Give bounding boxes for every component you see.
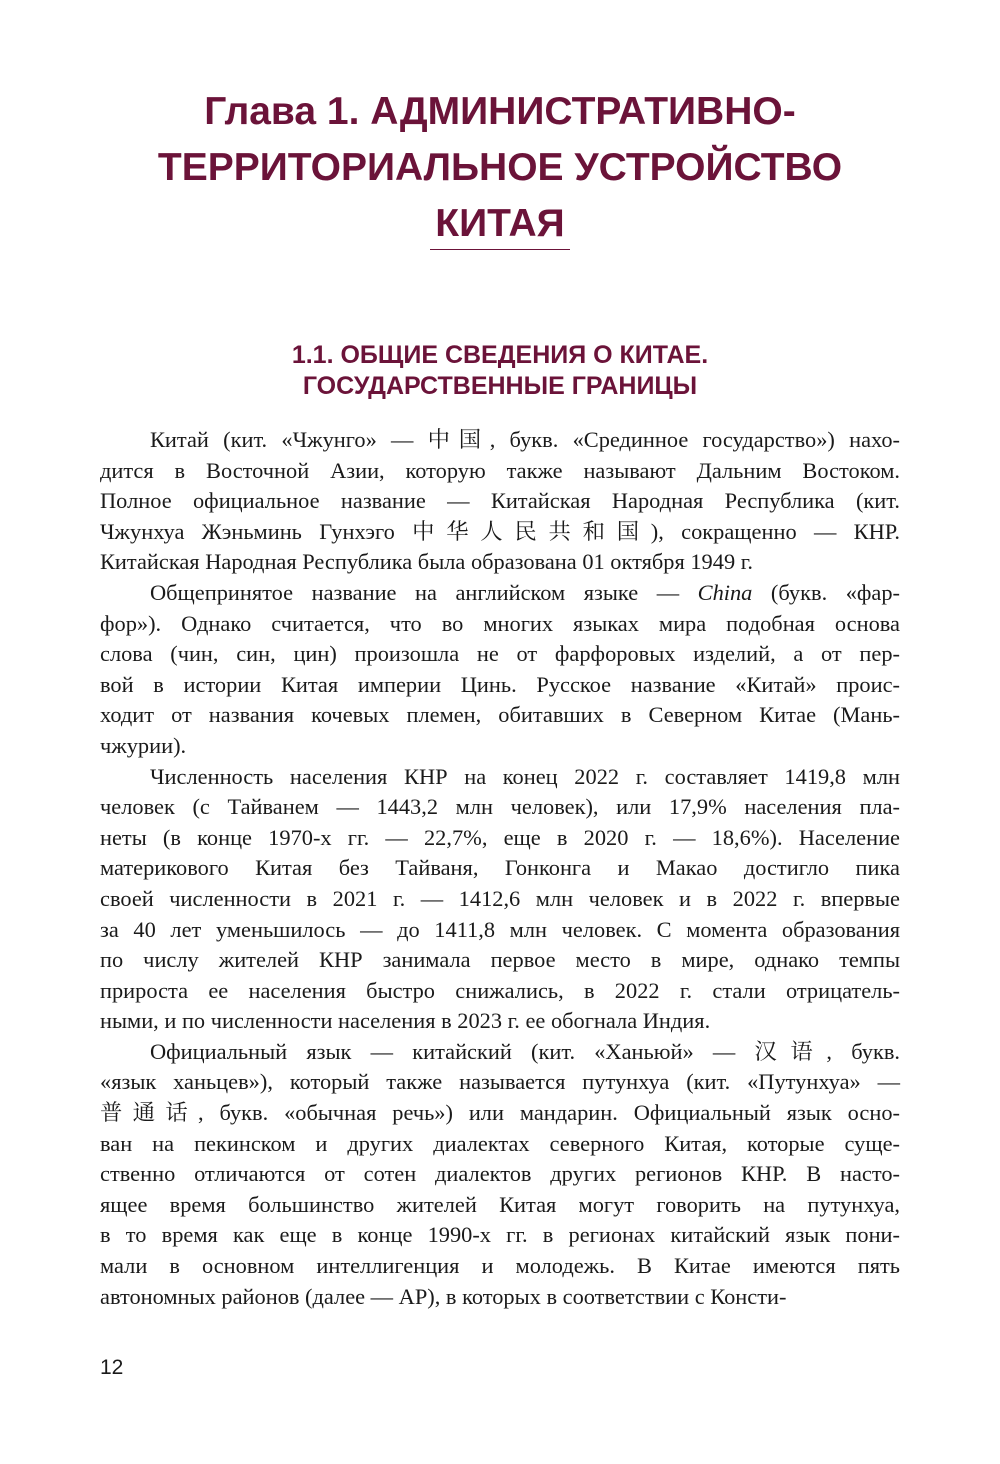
paragraph	[100, 578, 900, 762]
paragraph	[100, 762, 900, 1037]
chapter-title-line-2: ТЕРРИТОРИАЛЬНОЕ УСТРОЙСТВО	[157, 146, 843, 189]
text-line: по числу жителей КНР занимала первое место в мире, однако темпы	[100, 947, 900, 973]
text-line: своей численности в 2021 г. — 1412,6 млн человек и в 2022 г. впервые	[100, 885, 900, 911]
text-line: ходит от названия кочевых племен, обитавших в Северном Китае (Мань-	[100, 702, 900, 728]
text-line: за 40 лет уменьшилось — до 1411,8 млн человек. С момента образования	[100, 916, 900, 942]
chapter-title-line-3: КИТАЯ	[435, 202, 565, 245]
text-line: человек (с Тайванем — 1443,2 млн человек), или 17,9% населения пла-	[100, 794, 900, 820]
text-line: ными, и по численности населения в 2023 г. ее обогнала Индия.	[100, 1008, 711, 1034]
page-number: 12	[100, 1356, 124, 1379]
section-title-line-2: ГОСУДАРСТВЕННЫЕ ГРАНИЦЫ	[302, 372, 698, 400]
section-title-line-1: 1.1. ОБЩИЕ СВЕДЕНИЯ О КИТАЕ.	[291, 341, 709, 369]
text-line: Официальный язык — китайский (кит. «Ханьюй» — 汉语, букв.	[150, 1038, 900, 1064]
text-line: Китай (кит. «Чжунго» — 中国, букв. «Срединное государство») нахо-	[150, 427, 900, 452]
text-line: прироста ее населения быстро снижались, в 2022 г. стали отрицатель-	[100, 977, 900, 1003]
text-line: дится в Восточной Азии, которую также называют Дальним Востоком.	[100, 457, 900, 483]
text-line: Чжунхуа Жэньминь Гунхэго 中华人民共和国), сокращенно — КНР.	[100, 518, 900, 544]
body-text	[100, 425, 900, 1312]
text-line: ящее время большинство жителей Китая могут говорить на путунхуа,	[100, 1191, 900, 1217]
italic-term: China	[697, 579, 753, 605]
text-line: 普通话, букв. «обычная речь») или мандарин. Официальный язык осно-	[100, 1100, 900, 1126]
section-title	[100, 340, 900, 402]
text-line: Общепринятое название на английском языке — China (букв. «фар-	[150, 579, 900, 605]
text-line: мали в основном интеллигенция и молодежь. В Китае имеются пять	[100, 1253, 900, 1279]
text-line: в то время как еще в конце 1990-х гг. в регионах китайский язык пони-	[100, 1222, 900, 1248]
text-line: вой в истории Китая империи Цинь. Русское название «Китай» проис-	[100, 671, 900, 697]
text-line: Полное официальное название — Китайская Народная Республика (кит.	[100, 488, 900, 514]
text-line: ван на пекинском и других диалектах северного Китая, которые суще-	[100, 1130, 900, 1156]
text-line: чжурии).	[100, 732, 187, 758]
text-line: неты (в конце 1970-х гг. — 22,7%, еще в 2020 г. — 18,6%). Население	[100, 824, 900, 850]
paragraph	[100, 1037, 900, 1312]
paragraph	[100, 425, 900, 578]
chapter-title	[100, 84, 900, 252]
text-line: фор»). Однако считается, что во многих языках мира подобная основа	[100, 610, 900, 636]
title-divider	[430, 249, 570, 250]
text-line: материкового Китая без Тайваня, Гонконга и Макао достигло пика	[100, 855, 900, 881]
text-line: Численность населения КНР на конец 2022 г. составляет 1419,8 млн	[150, 763, 900, 789]
text-line: слова (чин, син, цин) произошла не от фарфоровых изделий, а от пер-	[100, 641, 900, 667]
text-line: Китайская Народная Республика была образована 01 октября 1949 г.	[100, 549, 753, 575]
text-line: ственно отличаются от сотен диалектов других регионов КНР. В насто-	[100, 1161, 900, 1187]
text-line: «язык ханьцев»), который также называется путунхуа (кит. «Путунхуа» —	[100, 1069, 900, 1095]
text-line: автономных районов (далее — АР), в которых в соответствии с Консти-	[100, 1283, 787, 1309]
chapter-title-line-1: Глава 1. АДМИНИСТРАТИВНО-	[204, 90, 796, 133]
